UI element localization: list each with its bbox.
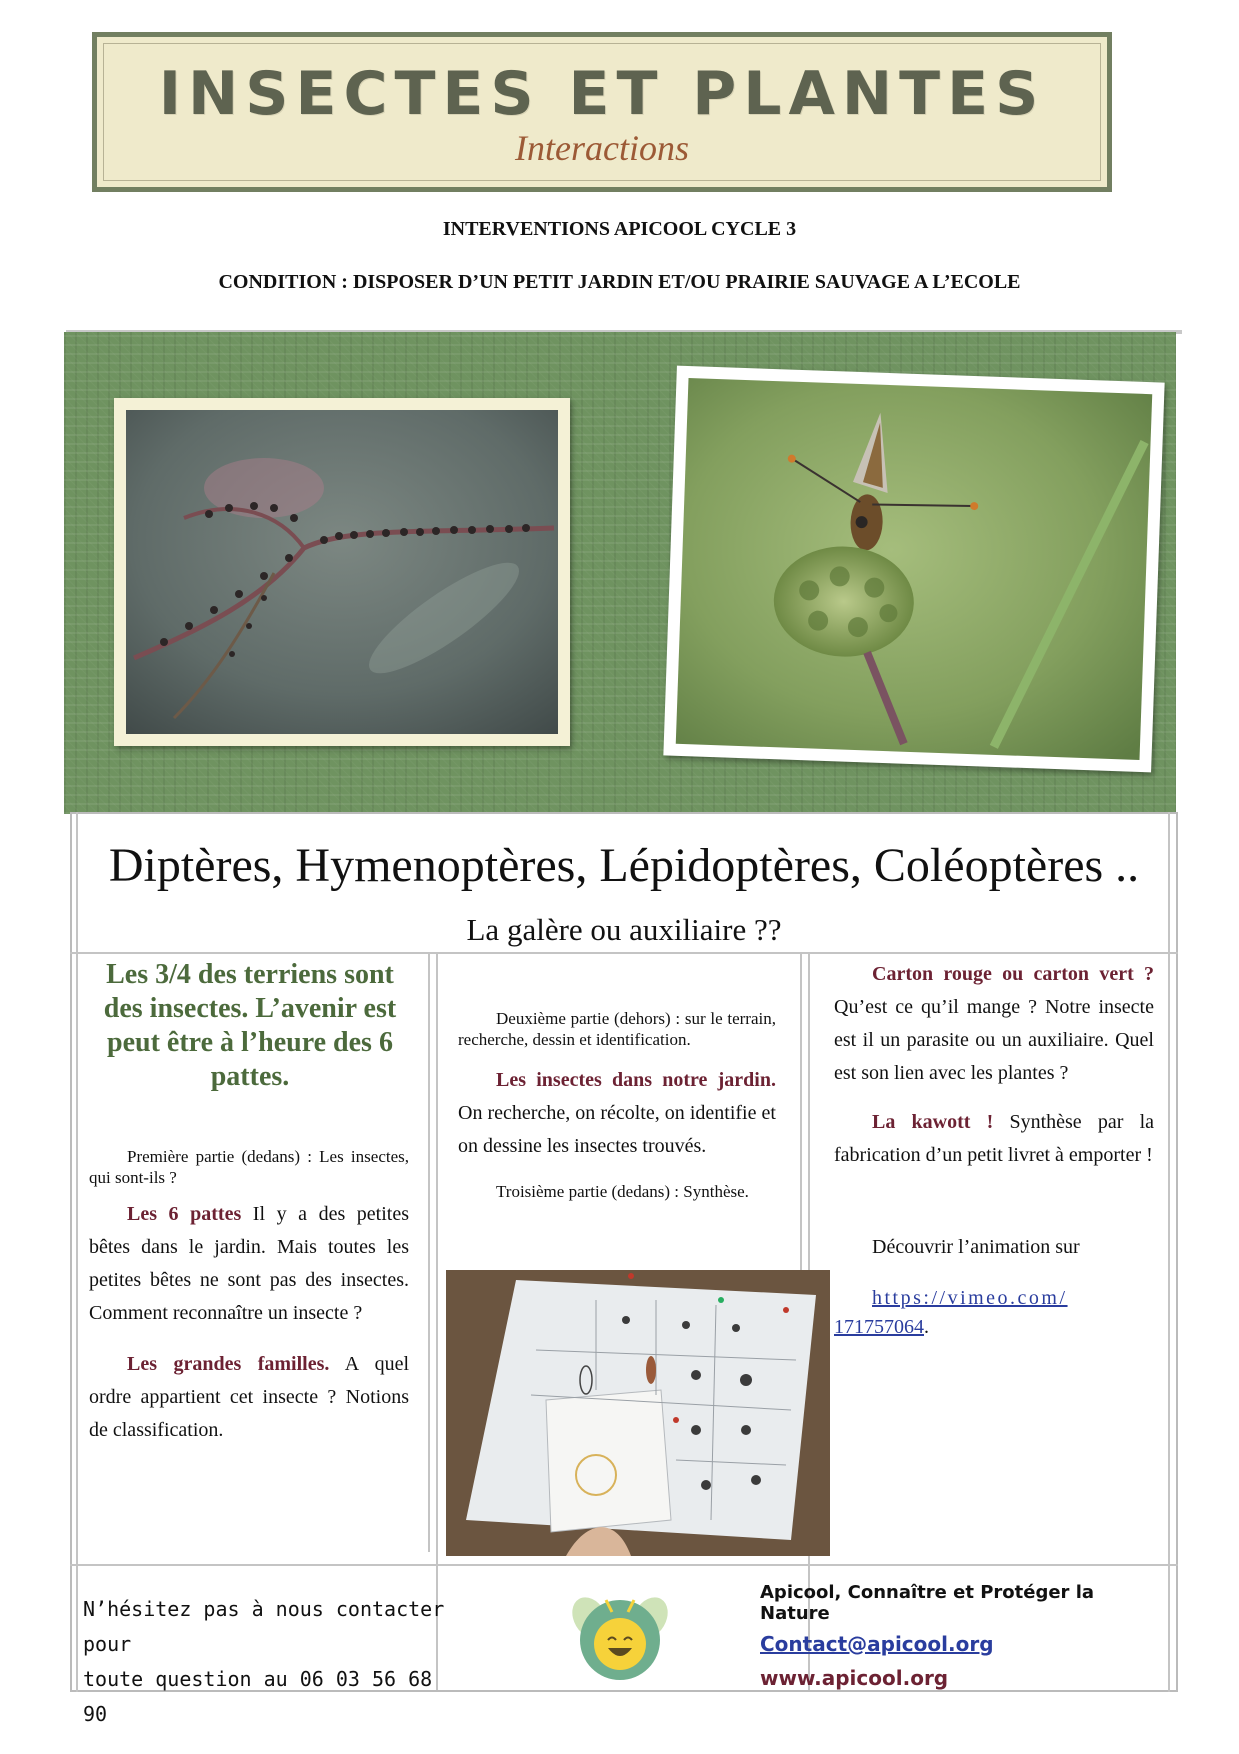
contact-line-2: toute question au 06 03 56 68 90 <box>83 1667 433 1726</box>
section-six-legs-title: Les 6 pattes <box>127 1203 242 1225</box>
divider-right-edge <box>1168 812 1170 1692</box>
bee-smiley-icon <box>568 1588 672 1684</box>
condition-line: CONDITION : DISPOSER D’UN PETIT JARDIN ET/OU PRAIRIE SAUVAGE A L’ECOLE <box>218 271 1021 293</box>
part3-label: Troisième partie (dedans) : Synthèse. <box>496 1182 749 1201</box>
section-red-green-card <box>834 958 1154 1090</box>
title-banner <box>92 32 1112 192</box>
section-six-legs-text: Il y a des petites bêtes dans le jardin. Mais toutes les petites bêtes ne sont pas des insectes. Comment reconnaître un insecte ? <box>89 1203 409 1324</box>
photo-butterfly <box>663 366 1164 773</box>
video-link-period: . <box>924 1316 929 1338</box>
section-garden-insects-text: On recherche, on récolte, on identifie et on dessine les insectes trouvés. <box>458 1102 776 1157</box>
video-link-id[interactable]: 171757064 <box>834 1316 924 1338</box>
apicool-logo <box>568 1588 672 1684</box>
question-subheading: La galère ou auxiliaire ?? <box>466 912 782 947</box>
divider-col1 <box>428 952 430 1552</box>
intro-statement: Les 3/4 des terriens sont des insectes. L’avenir est peut être à l’heure des 6 pattes. <box>103 959 397 1092</box>
section-red-green-card-title: Carton rouge ou carton vert ? <box>872 963 1154 985</box>
photo-aphids <box>114 398 570 746</box>
website-text[interactable]: www.apicool.org <box>760 1666 949 1690</box>
contact-invitation <box>83 1592 463 1732</box>
photo-drawings-image <box>446 1270 830 1556</box>
org-tagline: Apicool, Connaître et Protéger la Nature <box>760 1582 1095 1624</box>
divider-columns-top <box>70 952 1178 954</box>
contact-line-1: N’hésitez pas à nous contacter pour <box>83 1597 445 1656</box>
section-kawott-text: Synthèse par la fabrication d’un petit livret à emporter ! <box>834 1111 1155 1166</box>
program-line: INTERVENTIONS APICOOL CYCLE 3 <box>442 218 797 240</box>
page-title: INSECTES ET PLANTES <box>158 59 1046 129</box>
photo-butterfly-frame <box>663 366 1164 773</box>
section-families-text: A quel ordre appartient cet insecte ? Notions de classification. <box>89 1353 410 1441</box>
photo-drawings <box>446 1270 830 1556</box>
insect-orders-heading: Diptères, Hymenoptères, Lépidoptères, Coléoptères .. <box>108 839 1140 892</box>
part1-label: Première partie (dedans) : Les insectes, qui sont-ils ? <box>89 1147 409 1187</box>
part2-label: Deuxième partie (dehors) : sur le terrain, recherche, dessin et identification. <box>458 1009 776 1049</box>
divider-col1b <box>436 952 438 1690</box>
photo-aphids-frame <box>114 398 570 746</box>
section-garden-insects-title: Les insectes dans notre jardin. <box>496 1069 776 1091</box>
email-link[interactable]: Contact@apicool.org <box>760 1632 994 1656</box>
section-families <box>89 1348 409 1447</box>
footer-org-block <box>760 1582 1160 1690</box>
video-link-line2 <box>834 1311 1154 1344</box>
section-red-green-card-text: Qu’est ce qu’il mange ? Notre insecte est il un parasite ou un auxiliaire. Quel est son lien avec les plantes ? <box>834 996 1154 1084</box>
section-garden-insects <box>458 1064 776 1163</box>
video-link[interactable]: https://vimeo.com/ <box>872 1287 1068 1309</box>
divider-footer <box>70 1564 1178 1566</box>
discover-label: Découvrir l’animation sur <box>872 1236 1080 1258</box>
section-six-legs <box>89 1198 409 1330</box>
section-families-title: Les grandes familles. <box>127 1353 330 1375</box>
page-subtitle: Interactions <box>515 128 689 168</box>
section-kawott <box>834 1106 1154 1172</box>
section-kawott-title: La kawott ! <box>872 1111 994 1133</box>
divider-left-edge <box>76 812 78 1692</box>
